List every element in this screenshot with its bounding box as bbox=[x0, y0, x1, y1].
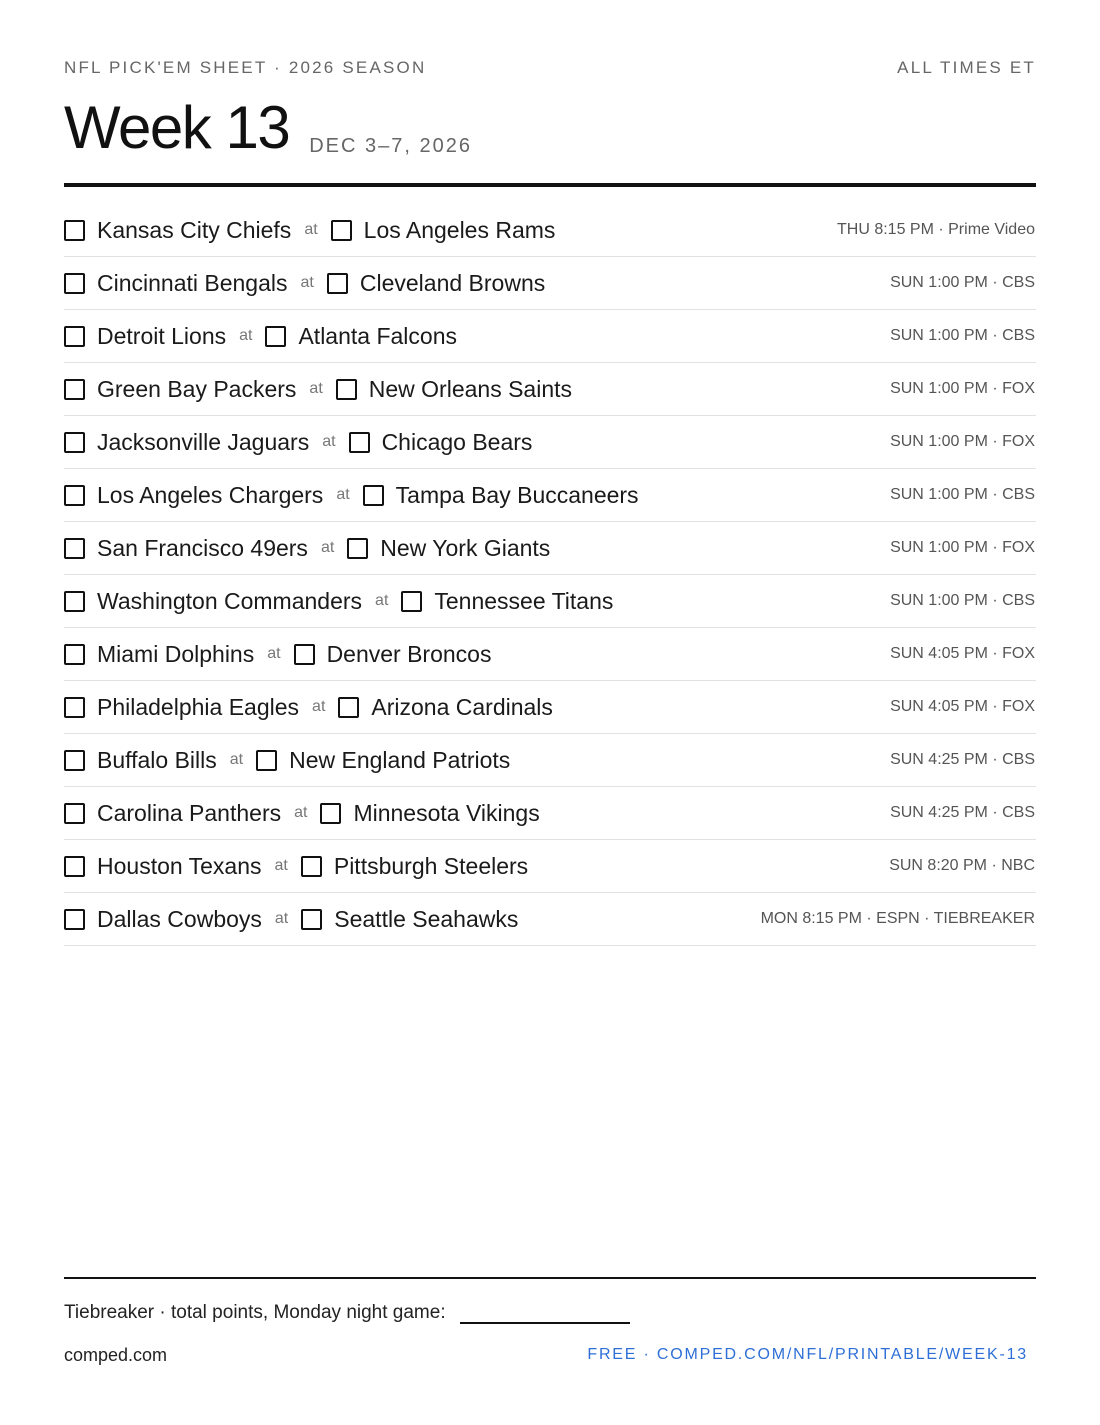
at-label: at bbox=[309, 380, 323, 397]
pick-checkbox-home[interactable] bbox=[363, 485, 384, 506]
game-row bbox=[64, 522, 1036, 575]
pick-checkbox-away[interactable] bbox=[64, 485, 85, 506]
pick-checkbox-away[interactable] bbox=[64, 644, 85, 665]
game-row bbox=[64, 681, 1036, 734]
home-team: Pittsburgh Steelers bbox=[333, 852, 529, 879]
at-label: at bbox=[300, 274, 314, 291]
at-label: at bbox=[336, 486, 350, 503]
at-label: at bbox=[274, 857, 288, 874]
header-topline bbox=[64, 58, 1036, 78]
at-label: at bbox=[304, 221, 318, 238]
home-team: New England Patriots bbox=[289, 746, 511, 773]
pick-checkbox-away[interactable] bbox=[64, 220, 85, 241]
away-team: Miami Dolphins bbox=[97, 640, 255, 667]
matchup bbox=[64, 270, 545, 297]
away-team: Washington Commanders bbox=[97, 587, 363, 614]
games-list bbox=[64, 204, 1036, 946]
week-dates: DEC 3–7, 2026 bbox=[309, 135, 472, 157]
game-row bbox=[64, 310, 1036, 363]
pick-checkbox-home[interactable] bbox=[327, 273, 348, 294]
pick-checkbox-away[interactable] bbox=[64, 803, 85, 824]
matchup bbox=[64, 747, 510, 774]
away-team: Philadelphia Eagles bbox=[97, 693, 300, 720]
title-row bbox=[64, 92, 472, 164]
home-team: Minnesota Vikings bbox=[353, 799, 540, 826]
away-team: Houston Texans bbox=[97, 852, 262, 879]
away-team: Detroit Lions bbox=[97, 322, 227, 349]
game-row bbox=[64, 416, 1036, 469]
pick-checkbox-home[interactable] bbox=[336, 379, 357, 400]
away-team: Jacksonville Jaguars bbox=[97, 428, 310, 455]
at-label: at bbox=[312, 698, 326, 715]
matchup bbox=[64, 482, 639, 509]
kickoff-info: SUN 8:20 PM · NBC bbox=[889, 857, 1035, 874]
kickoff-info: MON 8:15 PM · ESPN · TIEBREAKER bbox=[760, 910, 1035, 927]
home-team: New York Giants bbox=[380, 534, 551, 561]
pick-checkbox-home[interactable] bbox=[294, 644, 315, 665]
away-team: Carolina Panthers bbox=[97, 799, 282, 826]
pick-checkbox-away[interactable] bbox=[64, 591, 85, 612]
at-label: at bbox=[294, 804, 308, 821]
pick-checkbox-away[interactable] bbox=[64, 750, 85, 771]
away-team: Dallas Cowboys bbox=[97, 905, 262, 932]
home-team: New Orleans Saints bbox=[368, 375, 573, 402]
game-row bbox=[64, 628, 1036, 681]
kickoff-info: SUN 1:00 PM · CBS bbox=[890, 274, 1035, 291]
home-team: Denver Broncos bbox=[326, 640, 492, 667]
sheet-kicker: NFL PICK'EM SHEET · 2026 SEASON bbox=[64, 58, 427, 77]
at-label: at bbox=[274, 910, 289, 927]
game-row bbox=[64, 257, 1036, 310]
pick-checkbox-home[interactable] bbox=[320, 803, 341, 824]
at-label: at bbox=[239, 327, 253, 344]
tiebreaker-label: Tiebreaker · total points, Monday night game: bbox=[64, 1302, 446, 1323]
away-team: Kansas City Chiefs bbox=[97, 216, 292, 243]
away-team: Green Bay Packers bbox=[97, 375, 297, 402]
matchup bbox=[64, 429, 532, 456]
pick-checkbox-away[interactable] bbox=[64, 326, 85, 347]
pick-checkbox-away[interactable] bbox=[64, 909, 85, 930]
pick-checkbox-away[interactable] bbox=[64, 697, 85, 718]
at-label: at bbox=[229, 751, 244, 768]
pick-checkbox-home[interactable] bbox=[265, 326, 286, 347]
game-row bbox=[64, 469, 1036, 522]
matchup bbox=[64, 588, 613, 615]
kickoff-info: THU 8:15 PM · Prime Video bbox=[837, 221, 1035, 238]
printable-link[interactable]: FREE · COMPED.COM/NFL/PRINTABLE/WEEK-13 bbox=[587, 1346, 1028, 1363]
matchup bbox=[64, 323, 457, 350]
game-row bbox=[64, 840, 1036, 893]
pick-checkbox-home[interactable] bbox=[401, 591, 422, 612]
matchup bbox=[64, 906, 518, 933]
home-team: Chicago Bears bbox=[381, 428, 533, 455]
tiebreaker-input[interactable] bbox=[460, 1298, 630, 1324]
matchup bbox=[64, 853, 528, 880]
header-divider bbox=[64, 183, 1036, 187]
away-team: Buffalo Bills bbox=[97, 746, 217, 773]
pick-checkbox-home[interactable] bbox=[331, 220, 352, 241]
page-title: Week 13 bbox=[64, 94, 290, 161]
pick-checkbox-home[interactable] bbox=[301, 909, 322, 930]
home-team: Tennessee Titans bbox=[434, 587, 614, 614]
pick-checkbox-home[interactable] bbox=[338, 697, 359, 718]
pick-checkbox-away[interactable] bbox=[64, 856, 85, 877]
footer-divider bbox=[64, 1277, 1036, 1279]
kickoff-info: SUN 4:25 PM · CBS bbox=[890, 804, 1035, 821]
kickoff-info: SUN 1:00 PM · CBS bbox=[890, 486, 1035, 503]
at-label: at bbox=[267, 645, 281, 662]
matchup bbox=[64, 376, 572, 403]
pick-checkbox-away[interactable] bbox=[64, 273, 85, 294]
kickoff-info: SUN 1:00 PM · FOX bbox=[890, 539, 1035, 556]
kickoff-info: SUN 4:05 PM · FOX bbox=[890, 645, 1035, 662]
at-label: at bbox=[320, 539, 335, 556]
at-label: at bbox=[322, 433, 336, 450]
game-row bbox=[64, 734, 1036, 787]
at-label: at bbox=[375, 592, 389, 609]
matchup bbox=[64, 535, 550, 562]
kickoff-info: SUN 1:00 PM · CBS bbox=[890, 327, 1035, 344]
timezone-note: ALL TIMES ET bbox=[897, 58, 1036, 77]
kickoff-info: SUN 1:00 PM · FOX bbox=[890, 433, 1035, 450]
tiebreaker-row bbox=[64, 1298, 630, 1324]
matchup bbox=[64, 800, 540, 827]
pick-checkbox-home[interactable] bbox=[301, 856, 322, 877]
away-team: San Francisco 49ers bbox=[97, 534, 308, 561]
away-team: Los Angeles Chargers bbox=[97, 481, 324, 508]
away-team: Cincinnati Bengals bbox=[97, 269, 288, 296]
game-row bbox=[64, 204, 1036, 257]
home-team: Atlanta Falcons bbox=[298, 322, 457, 349]
home-team: Arizona Cardinals bbox=[371, 693, 553, 720]
matchup bbox=[64, 694, 553, 721]
pick-checkbox-away[interactable] bbox=[64, 432, 85, 453]
home-team: Los Angeles Rams bbox=[363, 216, 556, 243]
home-team: Cleveland Browns bbox=[359, 269, 546, 296]
game-row bbox=[64, 363, 1036, 416]
matchup bbox=[64, 641, 491, 668]
kickoff-info: SUN 4:25 PM · CBS bbox=[890, 751, 1035, 768]
game-row bbox=[64, 893, 1036, 946]
pick-checkbox-home[interactable] bbox=[256, 750, 277, 771]
pick-checkbox-home[interactable] bbox=[347, 538, 368, 559]
kickoff-info: SUN 1:00 PM · CBS bbox=[890, 592, 1035, 609]
home-team: Tampa Bay Buccaneers bbox=[395, 481, 639, 508]
home-team: Seattle Seahawks bbox=[334, 905, 519, 932]
site-name: comped.com bbox=[64, 1345, 168, 1365]
game-row bbox=[64, 787, 1036, 840]
game-row bbox=[64, 575, 1036, 628]
matchup bbox=[64, 217, 555, 244]
pick-checkbox-away[interactable] bbox=[64, 379, 85, 400]
kickoff-info: SUN 4:05 PM · FOX bbox=[890, 698, 1035, 715]
kickoff-info: SUN 1:00 PM · FOX bbox=[890, 380, 1035, 397]
pick-checkbox-home[interactable] bbox=[349, 432, 370, 453]
pick-checkbox-away[interactable] bbox=[64, 538, 85, 559]
